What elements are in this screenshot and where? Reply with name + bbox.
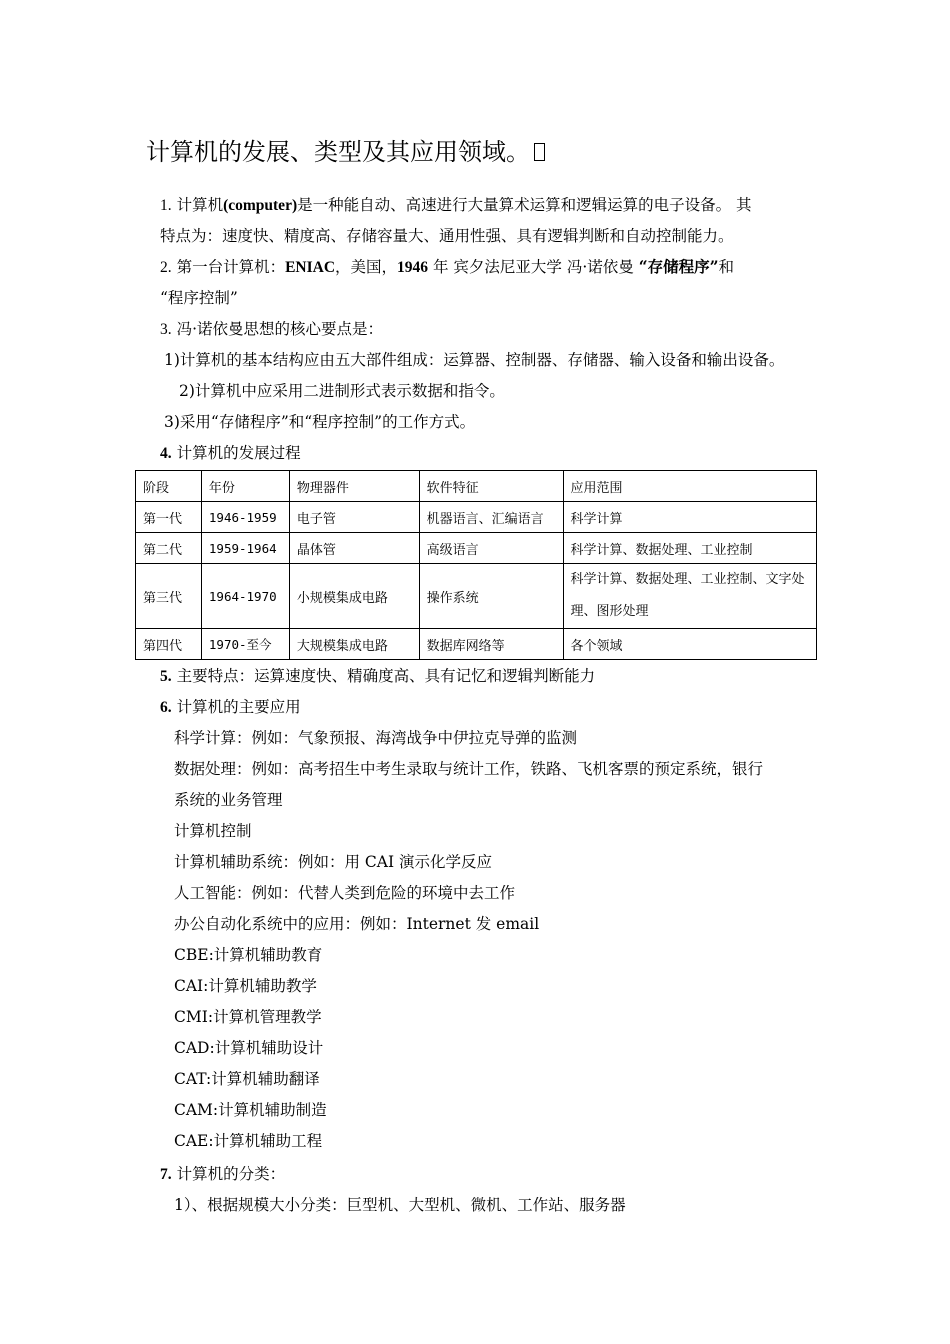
table-cell: 操作系统 — [419, 564, 563, 629]
table-header-cell: 软件特征 — [419, 471, 563, 502]
development-table — [135, 470, 817, 660]
table-header-cell: 应用范围 — [563, 471, 817, 502]
item-1-line-2: 特点为：速度快、精度高、存储容量大、通用性强、具有逻辑判断和自动控制能力。 — [160, 227, 734, 245]
table-cell: 科学计算、数据处理、工业控制 — [563, 533, 817, 564]
table-row — [136, 533, 817, 564]
table-row — [136, 629, 817, 660]
application-item: 办公自动化系统中的应用：例如：Internet 发 email — [174, 915, 540, 933]
application-item: CAI:计算机辅助教学 — [174, 977, 317, 995]
table-cell: 晶体管 — [289, 533, 419, 564]
table-row — [136, 564, 817, 629]
application-item: CAT:计算机辅助翻译 — [174, 1070, 320, 1088]
table-cell: 1959-1964 — [201, 533, 289, 564]
item-5: 5. 主要特点：运算速度快、精确度高、具有记忆和逻辑判断能力 — [160, 667, 596, 685]
item-1-line-1: 1. 计算机(computer)是一种能自动、高速进行大量算术运算和逻辑运算的电子设备。 其 — [160, 196, 752, 214]
item-3-point-3: 3)采用“存储程序”和“程序控制”的工作方式。 — [164, 413, 476, 431]
application-item: CAD:计算机辅助设计 — [174, 1039, 324, 1057]
application-item: CMI:计算机管理教学 — [174, 1008, 322, 1026]
application-item: CBE:计算机辅助教育 — [174, 946, 323, 964]
application-item: CAM:计算机辅助制造 — [174, 1101, 327, 1119]
table-cell: 小规模集成电路 — [289, 564, 419, 629]
page-title: 计算机的发展、类型及其应用领域。 — [146, 134, 545, 170]
item-2-line-2: “程序控制” — [160, 289, 238, 307]
table-cell: 数据库网络等 — [419, 629, 563, 660]
application-item: 系统的业务管理 — [174, 791, 283, 809]
application-item: 数据处理：例如：高考招生中考生录取与统计工作，铁路、飞机客票的预定系统，银行 — [174, 760, 764, 778]
table-cell: 科学计算、数据处理、工业控制、文字处理、图形处理 — [563, 564, 817, 629]
application-item: CAE:计算机辅助工程 — [174, 1132, 323, 1150]
table-cell: 机器语言、汇编语言 — [419, 502, 563, 533]
table-cell: 第一代 — [136, 502, 202, 533]
table-cell: 高级语言 — [419, 533, 563, 564]
item-3-point-1: 1)计算机的基本结构应由五大部件组成：运算器、控制器、存储器、输入设备和输出设备。 — [164, 351, 785, 369]
table-row — [136, 502, 817, 533]
item-3-point-2: 2)计算机中应采用二进制形式表示数据和指令。 — [179, 382, 505, 400]
table-header-row — [136, 471, 817, 502]
table-cell: 1964-1970 — [201, 564, 289, 629]
table-cell: 各个领域 — [563, 629, 817, 660]
item-7-heading: 7. 计算机的分类： — [160, 1165, 286, 1183]
application-item: 人工智能：例如：代替人类到危险的环境中去工作 — [174, 884, 516, 902]
table-cell: 第三代 — [136, 564, 202, 629]
table-header-cell: 阶段 — [136, 471, 202, 502]
application-item: 科学计算：例如：气象预报、海湾战争中伊拉克导弹的监测 — [174, 729, 578, 747]
table-cell: 1970-至今 — [201, 629, 289, 660]
application-item: 计算机辅助系统：例如：用 CAI 演示化学反应 — [174, 853, 493, 871]
table-cell: 电子管 — [289, 502, 419, 533]
application-item: 计算机控制 — [174, 822, 252, 840]
table-cell: 第四代 — [136, 629, 202, 660]
table-cell: 第二代 — [136, 533, 202, 564]
item-7-point-1: 1）、根据规模大小分类：巨型机、大型机、微机、工作站、服务器 — [174, 1196, 626, 1214]
table-header-cell: 物理器件 — [289, 471, 419, 502]
missing-glyph-box — [534, 143, 545, 161]
table-cell: 科学计算 — [563, 502, 817, 533]
item-4-heading: 4. 计算机的发展过程 — [160, 444, 301, 462]
table-header-cell: 年份 — [201, 471, 289, 502]
item-6-heading: 6. 计算机的主要应用 — [160, 698, 301, 716]
table-cell: 1946-1959 — [201, 502, 289, 533]
table-cell: 大规模集成电路 — [289, 629, 419, 660]
item-2-line-1: 2. 第一台计算机：ENIAC，美国，1946 年 宾夕法尼亚大学 冯·诺依曼 “存储程序”和 — [160, 257, 735, 276]
item-3-heading: 3. 冯·诺依曼思想的核心要点是： — [160, 320, 383, 338]
